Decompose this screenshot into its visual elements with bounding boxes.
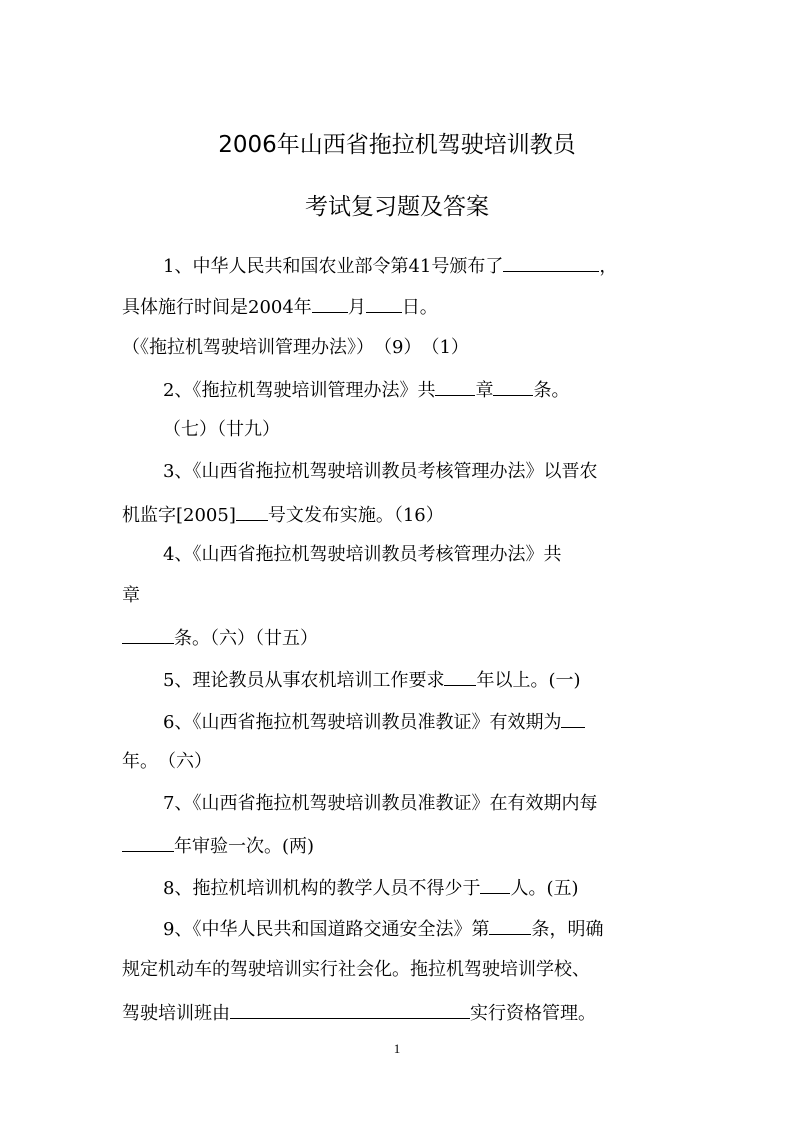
question-9-line-3 xyxy=(122,1000,596,1026)
question-7-blank xyxy=(122,833,174,852)
question-1-text-2: 具体施行时间是2004年 xyxy=(122,297,312,318)
question-3-doc-prefix: 机监字[2005] xyxy=(122,505,236,526)
question-2-line-1 xyxy=(163,377,569,403)
question-7-line-1: 7、《山西省拖拉机驾驶培训教员准教证》在有效期内每 xyxy=(163,793,598,814)
question-5-line-1 xyxy=(163,667,581,693)
question-3-blank xyxy=(236,502,268,521)
question-8-text-2: 人。(五) xyxy=(510,878,579,899)
question-7-text-2: 年审验一次。(两) xyxy=(174,836,315,857)
question-4-text-2: 条。（六）（廿五） xyxy=(174,628,318,649)
question-2-chapter: 章 xyxy=(475,380,494,401)
question-1-line-1 xyxy=(163,253,617,279)
question-6-line-2: 年。 （六） xyxy=(122,751,212,772)
question-9-text-3: 驾驶培训班由 xyxy=(122,1003,230,1024)
question-9-blank-1 xyxy=(489,916,531,935)
question-6-line-1 xyxy=(163,709,585,735)
question-2-answer: （七）（廿九） xyxy=(163,419,280,440)
question-1-blank-1 xyxy=(503,253,599,272)
question-1-answer: （《拖拉机驾驶培训管理办法》） （9） （1） xyxy=(122,337,469,358)
question-1-month: 月 xyxy=(347,297,366,318)
question-8-text: 8、拖拉机培训机构的教学人员不得少于 xyxy=(163,878,481,899)
question-3-line-1: 3、《山西省拖拉机驾驶培训教员考核管理办法》以晋农 xyxy=(163,461,598,482)
question-7-line-2 xyxy=(122,833,314,859)
question-5-blank xyxy=(444,667,476,686)
question-9-line-1 xyxy=(163,916,603,942)
question-8-blank xyxy=(480,875,510,894)
title-line-1: 2006年山西省拖拉机驾驶培训教员 xyxy=(218,132,576,158)
page-number: 1 xyxy=(393,1041,401,1056)
question-9-text-2: 条，明确 xyxy=(531,919,604,940)
question-8-line-1 xyxy=(163,875,579,901)
question-1-text: 1、中华人民共和国农业部令第41号颁布了 xyxy=(163,256,504,277)
question-5-text: 5、理论教员从事农机培训工作要求 xyxy=(163,670,445,691)
question-4-blank xyxy=(122,625,174,644)
question-2-article: 条。 xyxy=(533,380,570,401)
question-4-line-2: 章 xyxy=(122,585,140,606)
question-2-blank-1 xyxy=(435,377,475,396)
question-4-line-1: 4、《山西省拖拉机驾驶培训教员考核管理办法》共 xyxy=(163,544,562,565)
question-1-blank-2 xyxy=(312,294,348,313)
question-2-blank-2 xyxy=(493,377,533,396)
question-9-line-2: 规定机动车的驾驶培训实行社会化。拖拉机驾驶培训学校、 xyxy=(122,959,590,980)
question-9-text: 9、《中华人民共和国道路交通安全法》第 xyxy=(163,919,490,940)
question-6-blank xyxy=(561,709,585,728)
question-9-blank-2 xyxy=(230,1000,470,1019)
question-1-blank-3 xyxy=(366,294,402,313)
question-1-day: 日。 xyxy=(401,297,438,318)
question-1-comma: ， xyxy=(599,256,618,277)
question-5-text-2: 年以上。(一) xyxy=(476,670,581,691)
question-1-line-2 xyxy=(122,294,438,320)
question-6-text: 6、《山西省拖拉机驾驶培训教员准教证》有效期为 xyxy=(163,712,562,733)
title-line-2: 考试复习题及答案 xyxy=(305,194,489,220)
question-9-text-4: 实行资格管理。 xyxy=(470,1003,596,1024)
question-3-text-2: 号文发布实施。（16） xyxy=(267,505,444,526)
question-2-text: 2、《拖拉机驾驶培训管理办法》共 xyxy=(163,380,436,401)
question-4-line-3 xyxy=(122,625,318,651)
question-3-line-2 xyxy=(122,502,444,528)
